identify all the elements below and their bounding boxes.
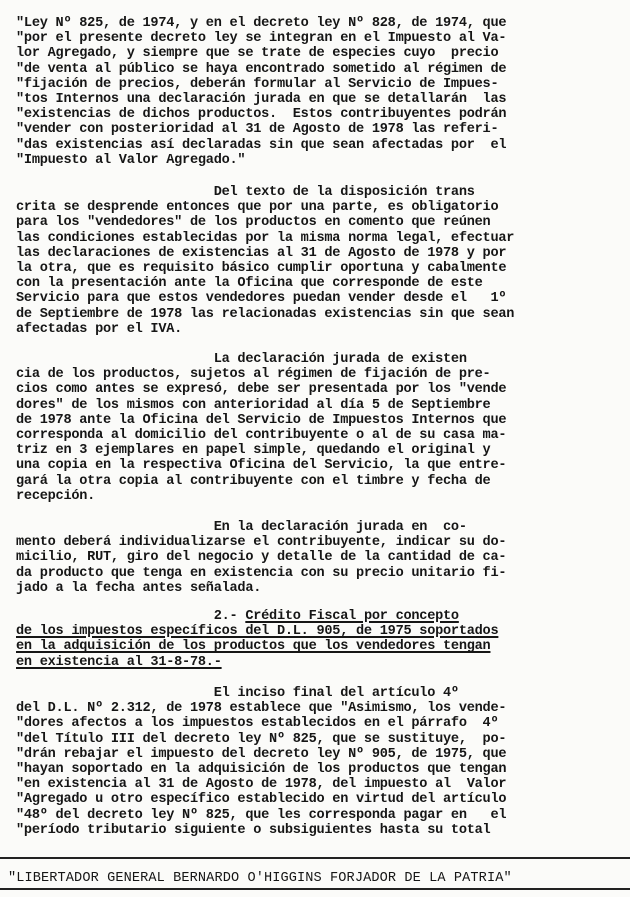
paragraph-line: las declaraciones de existencias al 31 de Agosto de 1978 y por	[16, 245, 507, 261]
paragraph-line: "48º del decreto ley Nº 825, que les corresponda pagar en el	[16, 807, 507, 823]
paragraph-line: cios como antes se expresó, debe ser presentada por los "vende	[16, 382, 507, 398]
section-heading-text: de los impuestos específicos del D.L. 905, de 1975 soportados	[16, 624, 499, 640]
paragraph-line: "Ley Nº 825, de 1974, y en el decreto ley Nº 828, de 1974, que	[16, 16, 507, 31]
paragraph-line: La declaración jurada de existen	[16, 352, 467, 367]
paragraph-line: de Septiembre de 1978 las relacionadas existencias sin que sean	[16, 306, 515, 322]
section-heading-text: Crédito Fiscal por concepto	[245, 609, 459, 624]
paragraph-line: para los "vendedores" de los productos en comento que reúnen	[16, 215, 491, 231]
paragraph-line: "dores afectos a los impuestos establecidos en el párrafo 4º	[16, 716, 499, 732]
section-heading-text: en existencia al 31-8-78.-	[16, 654, 222, 670]
paragraph-line: "existencias de dichos productos. Estos contribuyentes podrán	[16, 107, 507, 123]
paragraph-line: gará la otra copia al contribuyente con el timbre y fecha de	[16, 473, 491, 489]
paragraph-line: del D.L. Nº 2.312, de 1978 establece que "Asimismo, los vende-	[16, 701, 507, 717]
paragraph-line: dores" de los mismos con anterioridad al día 5 de Septiembre	[16, 397, 491, 413]
paragraph-line: da producto que tenga en existencia con su precio unitario fi-	[16, 565, 507, 581]
paragraph-line: crita se desprende entonces que por una parte, es obligatorio	[16, 200, 499, 216]
paragraph-line: de 1978 ante la Oficina del Servicio de Impuestos Internos que	[16, 412, 507, 428]
paragraph-line: "del Título III del decreto ley Nº 825, que se sustituye, po-	[16, 731, 507, 747]
paragraph-line: "período tributario siguiente o subsiguientes hasta su total	[16, 822, 491, 838]
paragraph-line: "por el presente decreto ley se integran en el Impuesto al Va-	[16, 31, 507, 47]
section-heading-line	[16, 639, 490, 654]
paragraph-line: "das existencias así declaradas sin que sean afectadas por el	[16, 137, 507, 153]
paragraph-line: afectadas por el IVA.	[16, 321, 183, 337]
paragraph-line: Servicio para que estos vendedores puedan vender desde el 1º	[16, 291, 507, 307]
paragraph-line: triz en 3 ejemplares en papel simple, quedando el original y	[16, 443, 491, 459]
paragraph-line: El inciso final del artículo 4º	[16, 686, 459, 701]
paragraph-line: recepción.	[16, 488, 96, 504]
paragraph-line: "en existencia al 31 de Agosto de 1978, del impuesto al Valor	[16, 777, 507, 793]
section-heading-line	[16, 609, 459, 624]
paragraph-line: "de venta al público se haya encontrado sometido al régimen de	[16, 61, 507, 77]
paragraph-line: micilio, RUT, giro del negocio y detalle de la cantidad de ca-	[16, 550, 507, 566]
paragraph-line: "drán rebajar el impuesto del decreto ley Nº 905, de 1975, que	[16, 746, 507, 762]
footer-rule-top	[0, 857, 630, 859]
paragraph-line: "Agregado u otro específico establecido en virtud del artículo	[16, 792, 507, 808]
section-heading-line	[16, 624, 498, 639]
paragraph-line: corresponda al domicilio del contribuyente o al de su casa ma-	[16, 428, 507, 443]
section-heading-line	[16, 655, 222, 670]
footer-motto: "LIBERTADOR GENERAL BERNARDO O'HIGGINS FORJADOR DE LA PATRIA"	[8, 871, 512, 886]
section-number: 2.-	[16, 609, 246, 624]
paragraph-line: "vender con posterioridad al 31 de Agosto de 1978 las referi-	[16, 122, 499, 138]
paragraph-line: "Impuesto al Valor Agregado."	[16, 152, 246, 168]
paragraph-line: con la presentación ante la Oficina que corresponde de este	[16, 276, 483, 292]
footer-rule-bottom	[0, 888, 630, 890]
section-heading-text: en la adquisición de los productos que los vendedores tengan	[16, 639, 491, 655]
paragraph-line: mento deberá individualizarse el contribuyente, indicar su do-	[16, 535, 507, 551]
paragraph-line: "hayan soportado en la adquisición de los productos que tengan	[16, 762, 507, 777]
paragraph-line: cia de los productos, sujetos al régimen de fijación de pre-	[16, 367, 491, 383]
paragraph-line: lor Agregado, y siempre que se trate de especies cuyo precio	[16, 46, 499, 62]
paragraph-line: "tos Internos una declaración jurada en que se detallarán las	[16, 92, 507, 107]
paragraph-line: la otra, que es requisito básico cumplir oportuna y cabalmente	[16, 261, 507, 276]
paragraph-line: En la declaración jurada en co-	[16, 520, 467, 535]
paragraph-line: "fijación de precios, deberán formular al Servicio de Impues-	[16, 76, 499, 92]
paragraph-line: jado a la fecha antes señalada.	[16, 580, 262, 596]
paragraph-line: las condiciones establecidas por la misma norma legal, efectuar	[16, 230, 515, 246]
paragraph-line: una copia en la respectiva Oficina del Servicio, la que entre-	[16, 458, 507, 474]
paragraph-line: Del texto de la disposición trans	[16, 185, 475, 200]
